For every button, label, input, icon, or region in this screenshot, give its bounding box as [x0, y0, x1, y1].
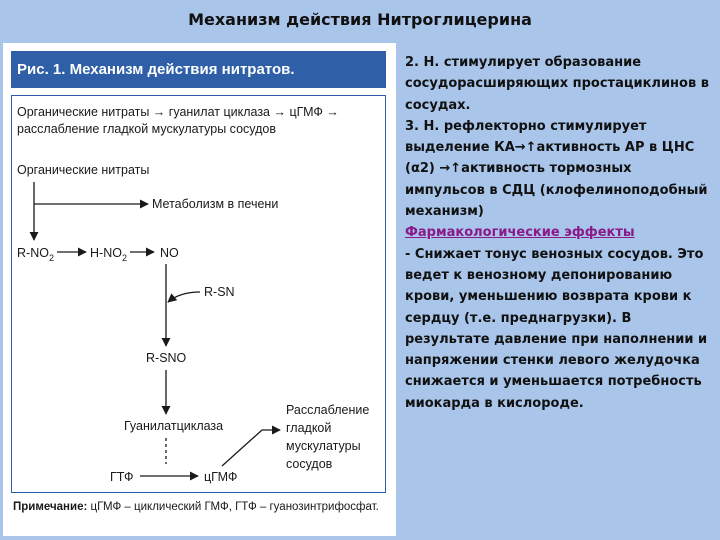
arrow-rsn: [168, 292, 200, 302]
gtf-label: ГТФ: [110, 470, 134, 484]
no-label: NO: [160, 246, 179, 260]
summary-line-1: Органические нитраты → гуанилат циклаза → цГМФ →: [17, 105, 339, 119]
figure-heading: Рис. 1. Механизм действия нитратов.: [11, 51, 386, 88]
cgmp-label: цГМФ: [204, 470, 238, 484]
point-2: 2. Н. стимулирует образование сосудорасширяющих простациклинов в сосудах.: [405, 55, 709, 113]
rno2-label: $R-NO_2$: [17, 246, 54, 263]
mechanism-diagram: [12, 96, 387, 494]
pharm-effects-heading: Фармакологические эффекты: [405, 225, 635, 241]
slide-title: Механизм действия Нитроглицерина: [188, 10, 532, 29]
organic-nitrates-label: Органические нитраты: [17, 163, 150, 177]
summary-line-2: расслабление гладкой мускулатуры сосудов: [17, 122, 276, 136]
hno2-label: $H-NO_2$: [90, 246, 127, 263]
relaxation-line-2: гладкой: [286, 421, 332, 435]
liver-metabolism-label: Метаболизм в печени: [152, 197, 279, 211]
figure-note: [13, 501, 388, 513]
point-3: 3. Н. рефлекторно стимулирует выделение КА→↑активность АР в ЦНС (α2) →↑активность тормозных импульсов в СДЦ (клофелиноподобный механизм): [405, 118, 708, 220]
rsno-label: R-SNO: [146, 351, 187, 365]
figure-frame: [11, 95, 386, 493]
rsn-label: R-SN: [204, 285, 235, 299]
relaxation-line-4: сосудов: [286, 457, 333, 471]
explanation-text: [405, 52, 715, 414]
note-label: Примечание:: [13, 501, 88, 513]
arrow-cgmp-relax: [222, 430, 280, 466]
mechanism-figure: [3, 43, 396, 536]
relaxation-line-3: мускулатуры: [286, 439, 361, 453]
relaxation-line-1: Расслабление: [286, 403, 370, 417]
guanylate-cyclase-label: Гуанилатциклаза: [124, 419, 224, 433]
effects-text: - Снижает тонус венозных сосудов. Это ведет к венозному депонированию крови, уменьшению возврата крови к сердцу (т.е. преднагрузки). В результате давление при наполнении и напряжении стенки левого желудочка снижается и уменьшается потребность миокарда в кислороде.: [405, 246, 708, 411]
note-text: цГМФ – циклический ГМФ, ГТФ – гуанозинтрифосфат.: [87, 501, 379, 513]
